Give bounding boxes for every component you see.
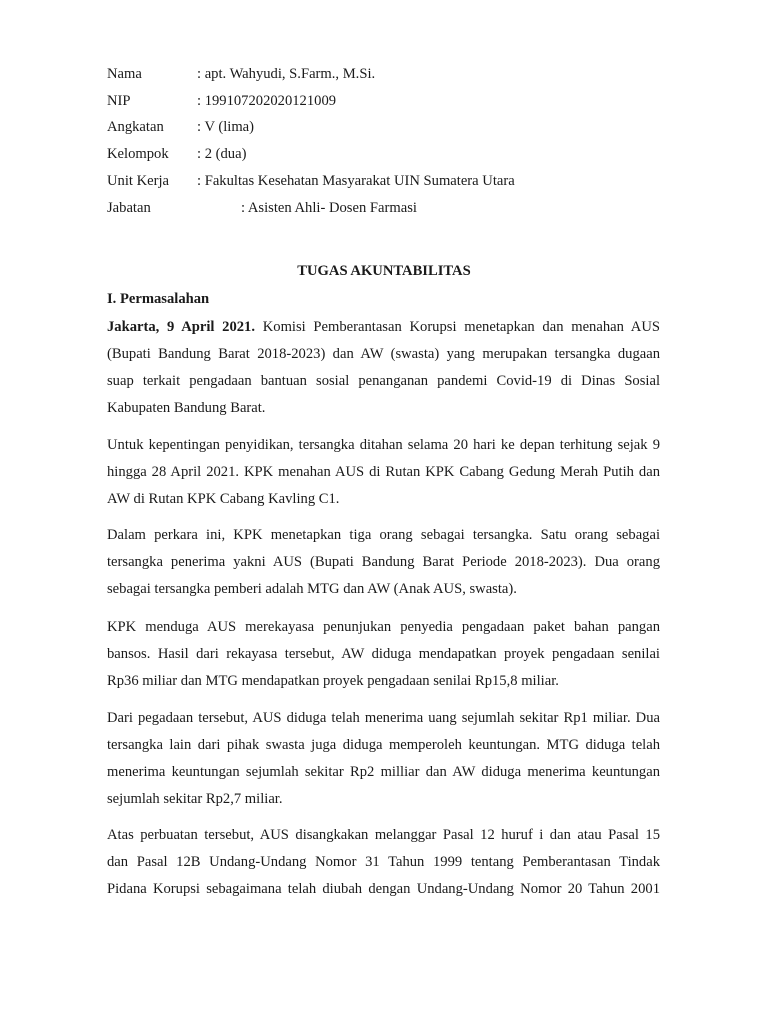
identity-row-jabatan bbox=[107, 198, 417, 218]
paragraph-3 bbox=[107, 522, 660, 603]
paragraph-line: tersangka penerima yakni AUS (Bupati Bandung Barat Periode 2018-2023). Dua orang bbox=[107, 554, 660, 570]
paragraph-line: Kabupaten Bandung Barat. bbox=[107, 400, 266, 416]
identity-value: : Asisten Ahli- Dosen Farmasi bbox=[241, 200, 417, 216]
paragraph-lead: Jakarta, 9 April 2021. bbox=[107, 319, 256, 335]
paragraph-line bbox=[107, 314, 660, 341]
paragraph-4 bbox=[107, 614, 660, 695]
paragraph-line: Pidana Korupsi sebagaimana telah diubah dengan Undang-Undang Nomor 20 Tahun 2001 bbox=[107, 881, 660, 897]
paragraph-text: Komisi Pemberantasan Korupsi menetapkan dan menahan AUS bbox=[255, 319, 661, 335]
identity-label: Angkatan bbox=[107, 119, 164, 135]
identity-label: Jabatan bbox=[107, 200, 151, 216]
paragraph-line: menerima keuntungan sejumlah sekitar Rp2 milliar dan AW diduga menerima keuntungan bbox=[107, 764, 660, 780]
paragraph-line: bansos. Hasil dari rekayasa tersebut, AW diduga mendapatkan proyek pengadaan senilai bbox=[107, 646, 660, 662]
identity-label: NIP bbox=[107, 93, 131, 109]
paragraph-line: Dalam perkara ini, KPK menetapkan tiga orang sebagai tersangka. Satu orang sebagai bbox=[107, 527, 660, 543]
paragraph-line: sebagai tersangka pemberi adalah MTG dan AW (Anak AUS, swasta). bbox=[107, 581, 517, 597]
identity-value: : 199107202020121009 bbox=[197, 93, 337, 109]
identity-label: Kelompok bbox=[107, 146, 169, 162]
paragraph-line: Rp36 miliar dan MTG mendapatkan proyek pengadaan senilai Rp15,8 miliar. bbox=[107, 673, 559, 689]
paragraph-line: hingga 28 April 2021. KPK menahan AUS di Rutan KPK Cabang Gedung Merah Putih dan bbox=[107, 464, 660, 480]
identity-row-unit-kerja bbox=[107, 171, 515, 191]
paragraph-line: Atas perbuatan tersebut, AUS disangkakan melanggar Pasal 12 huruf i dan atau Pasal 15 bbox=[107, 827, 660, 843]
paragraph-line: AW di Rutan KPK Cabang Kavling C1. bbox=[107, 491, 340, 507]
identity-value: : Fakultas Kesehatan Masyarakat UIN Sumatera Utara bbox=[197, 173, 515, 189]
identity-row-nip bbox=[107, 91, 336, 111]
identity-row-kelompok bbox=[107, 144, 246, 164]
paragraph-line: Dari pegadaan tersebut, AUS diduga telah menerima uang sejumlah sekitar Rp1 miliar. Dua bbox=[107, 710, 660, 726]
identity-value: : 2 (dua) bbox=[197, 146, 247, 162]
paragraph-line: tersangka lain dari pihak swasta juga diduga memperoleh keuntungan. MTG diduga telah bbox=[107, 737, 660, 753]
identity-label: Nama bbox=[107, 66, 142, 82]
paragraph-line: (Bupati Bandung Barat 2018-2023) dan AW (swasta) yang merupakan tersangka dugaan bbox=[107, 346, 660, 362]
paragraph-line: suap terkait pengadaan bantuan sosial penanganan pandemi Covid-19 di Dinas Sosial bbox=[107, 373, 660, 389]
paragraph-6 bbox=[107, 822, 660, 903]
identity-row-nama bbox=[107, 64, 375, 84]
identity-value: : V (lima) bbox=[197, 119, 255, 135]
paragraph-5 bbox=[107, 705, 660, 813]
paragraph-2 bbox=[107, 432, 660, 513]
section-heading: I. Permasalahan bbox=[107, 291, 210, 307]
paragraph-1 bbox=[107, 314, 660, 422]
paragraph-line: dan Pasal 12B Undang-Undang Nomor 31 Tahun 1999 tentang Pemberantasan Tindak bbox=[107, 854, 660, 870]
paragraph-line: Untuk kepentingan penyidikan, tersangka ditahan selama 20 hari ke depan terhitung sejak 9 bbox=[107, 437, 660, 453]
paragraph-line: KPK menduga AUS merekayasa penunjukan penyedia pengadaan paket bahan pangan bbox=[107, 619, 660, 635]
paragraph-line: sejumlah sekitar Rp2,7 miliar. bbox=[107, 791, 283, 807]
identity-label: Unit Kerja bbox=[107, 173, 170, 189]
document-title: TUGAS AKUNTABILITAS bbox=[297, 263, 471, 279]
identity-row-angkatan bbox=[107, 117, 254, 137]
identity-value: : apt. Wahyudi, S.Farm., M.Si. bbox=[197, 66, 376, 82]
